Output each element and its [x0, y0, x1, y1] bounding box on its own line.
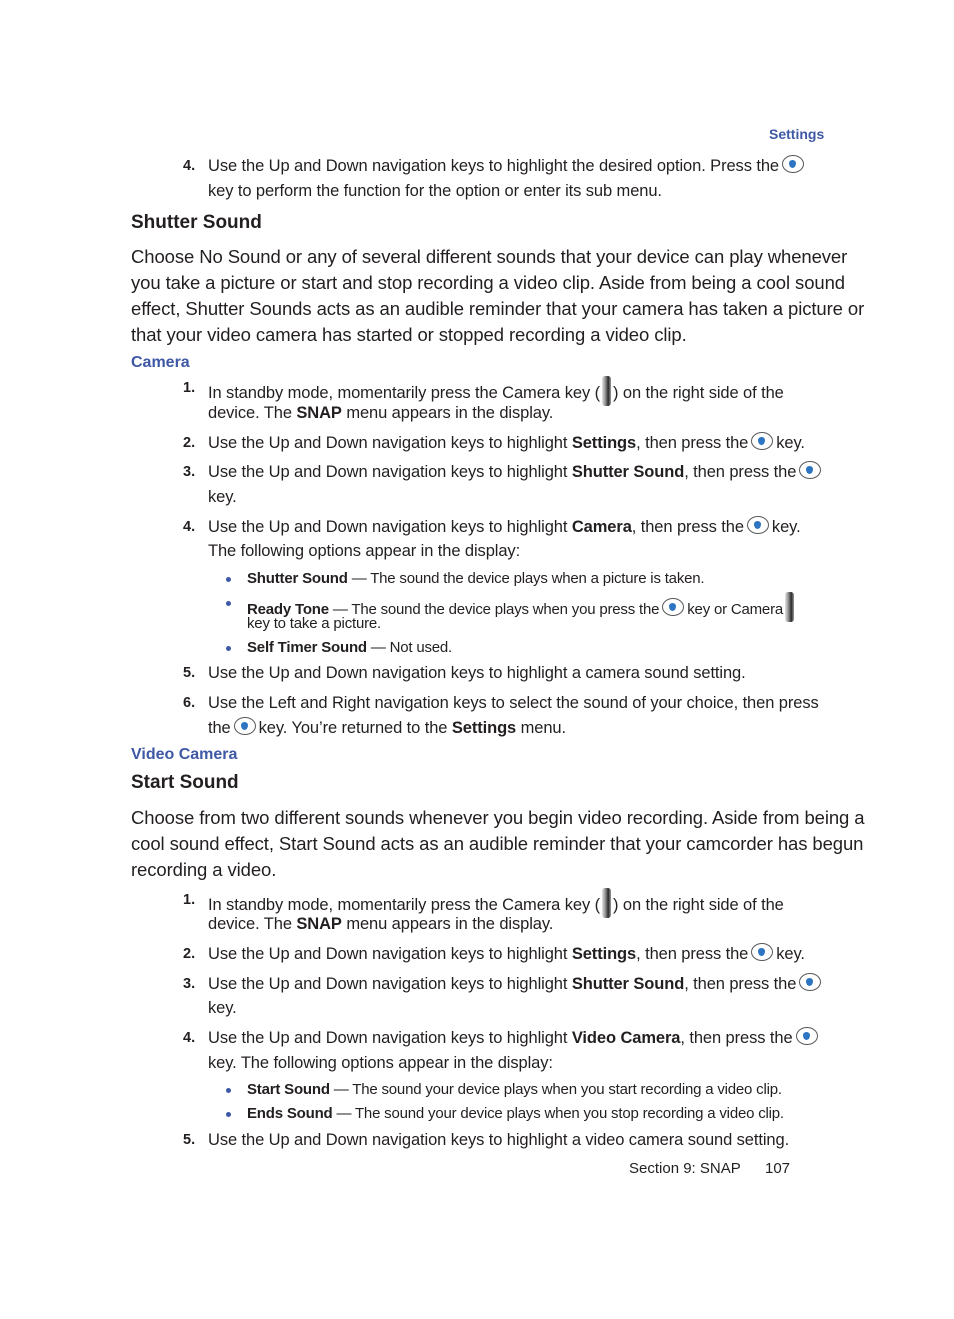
ok-key-icon: [796, 1027, 818, 1045]
step-text: the key. You’re returned to the Settings menu.: [208, 719, 566, 737]
bullet-dot: [226, 577, 231, 582]
step-text: key.: [208, 999, 237, 1017]
page-number: 107: [765, 1160, 791, 1177]
bullet-item: Ready Tone — The sound the device plays when you press the key or Camera: [247, 592, 796, 622]
step-number: 4.: [183, 1030, 196, 1046]
step-text: Use the Up and Down navigation keys to highlight a camera sound setting.: [208, 664, 746, 682]
section-heading: Start Sound: [131, 772, 239, 793]
step-text: key. The following options appear in the display:: [208, 1054, 553, 1072]
bullet-dot: [226, 1088, 231, 1093]
step-number: 4.: [183, 519, 196, 535]
ok-key-icon: [747, 516, 769, 534]
step-number: 2.: [183, 435, 196, 451]
ok-key-icon: [234, 717, 256, 735]
step-text: key.: [208, 488, 237, 506]
bullet-item: Shutter Sound — The sound the device plays when a picture is taken.: [247, 570, 705, 587]
step-number: 5.: [183, 665, 196, 681]
ok-key-icon: [751, 432, 773, 450]
step-text: [208, 154, 807, 179]
step-text: Use the Up and Down navigation keys to highlight Shutter Sound, then press the: [208, 972, 824, 997]
paragraph-line: Choose from two different sounds whenever you begin video recording. Aside from being a: [131, 807, 865, 828]
running-header: Settings: [769, 126, 825, 142]
step-number: 6.: [183, 695, 196, 711]
step-text: Use the Left and Right navigation keys to select the sound of your choice, then press: [208, 694, 819, 712]
ok-key-icon: [799, 461, 821, 479]
bullet-item: Self Timer Sound — Not used.: [247, 639, 453, 656]
ok-key-icon: [751, 943, 773, 961]
step-number: 1.: [183, 892, 196, 908]
bullet-item: Ends Sound — The sound your device plays when you stop recording a video clip.: [247, 1105, 784, 1122]
ok-key-icon: [662, 598, 684, 616]
ok-key-icon: [782, 155, 804, 173]
step-text: In standby mode, momentarily press the Camera key ( ) on the right side of the: [208, 376, 784, 406]
camera-key-icon: [602, 888, 611, 918]
paragraph-line: Choose No Sound or any of several different sounds that your device can play whenever: [131, 246, 848, 267]
subsection-heading: Video Camera: [131, 746, 238, 763]
paragraph-line: cool sound effect, Start Sound acts as an audible reminder that your camcorder has begun: [131, 833, 864, 854]
paragraph-line: recording a video.: [131, 859, 277, 880]
ok-key-icon: [799, 973, 821, 991]
step-number: 5.: [183, 1132, 196, 1148]
step-text: Use the Up and Down navigation keys to highlight Video Camera, then press the: [208, 1026, 821, 1051]
step-text: The following options appear in the display:: [208, 542, 521, 560]
camera-key-icon: [602, 376, 611, 406]
footer-section: Section 9: SNAP: [629, 1160, 741, 1177]
step-text: Use the Up and Down navigation keys to highlight Camera, then press the key.: [208, 518, 801, 536]
step-text: Use the Up and Down navigation keys to highlight Shutter Sound, then press the: [208, 460, 824, 485]
bullet-dot: [226, 601, 231, 606]
bullet-item-continuation: key to take a picture.: [247, 615, 382, 632]
step-text: Use the Up and Down navigation keys to highlight Settings, then press the key.: [208, 434, 805, 452]
paragraph-line: effect, Shutter Sounds acts as an audible reminder that your camera has taken a picture or: [131, 298, 865, 319]
paragraph-line: you take a picture or start and stop recording a video clip. Aside from being a cool sound: [131, 272, 845, 293]
step-number: 3.: [183, 464, 196, 480]
step-text: Use the Up and Down navigation keys to highlight Settings, then press the key.: [208, 945, 805, 963]
step-text: In standby mode, momentarily press the Camera key ( ) on the right side of the: [208, 888, 784, 918]
paragraph-line: that your video camera has started or stopped recording a video clip.: [131, 324, 687, 345]
step-number: 2.: [183, 946, 196, 962]
bullet-dot: [226, 646, 231, 651]
step-text: device. The SNAP menu appears in the display.: [208, 915, 554, 933]
step-text: device. The SNAP menu appears in the display.: [208, 404, 554, 422]
step-text: Use the Up and Down navigation keys to highlight a video camera sound setting.: [208, 1131, 790, 1149]
bullet-item: Start Sound — The sound your device plays when you start recording a video clip.: [247, 1081, 782, 1098]
subsection-heading: Camera: [131, 354, 190, 371]
step-number: 1.: [183, 380, 196, 396]
step-text-line: Use the Up and Down navigation keys to highlight the desired option. Press the: [208, 157, 779, 175]
step-text-line: key to perform the function for the option or enter its sub menu.: [208, 182, 662, 200]
bullet-dot: [226, 1112, 231, 1117]
section-heading: Shutter Sound: [131, 212, 262, 233]
step-number: 3.: [183, 976, 196, 992]
camera-key-icon: [785, 592, 794, 622]
step-number: 4.: [183, 158, 196, 174]
